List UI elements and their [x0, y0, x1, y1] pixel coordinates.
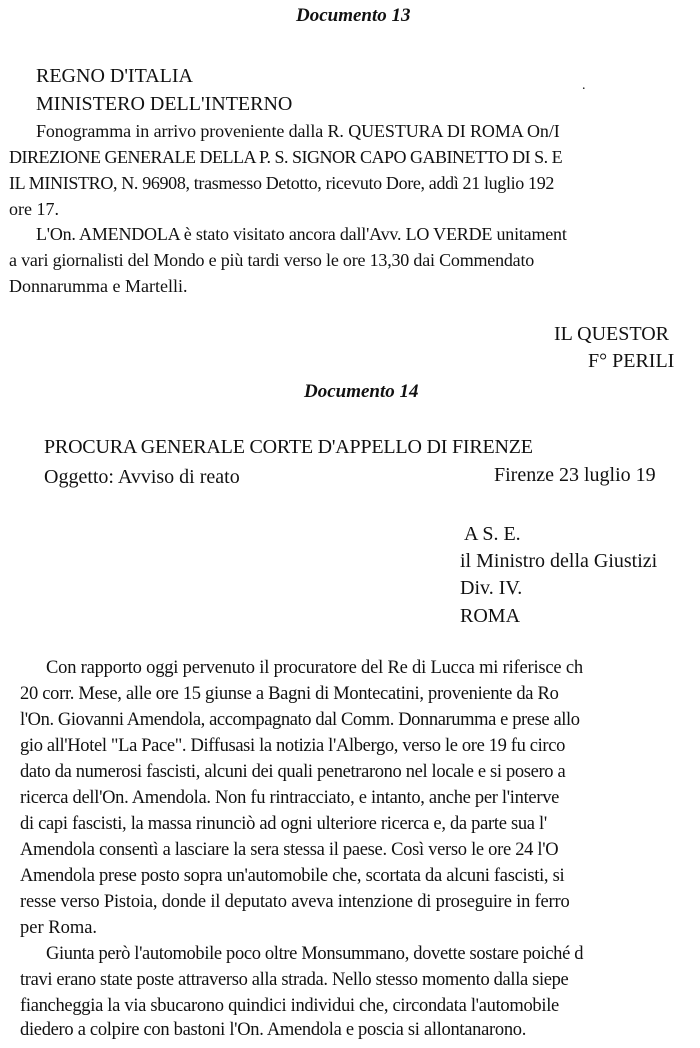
doc13-header-ministry: MINISTERO DELL'INTERNO: [36, 93, 293, 115]
doc13-line: Donnarumma e Martelli.: [9, 276, 188, 296]
doc14-line: Amendola prese posto sopra un'automobile che, scortata da alcuni fascisti, si: [20, 866, 565, 886]
doc14-place-date: Firenze 23 luglio 19: [494, 464, 656, 486]
doc14-line: Amendola consentì a lasciare la sera stessa il paese. Così verso le ore 24 l'O: [20, 840, 559, 860]
doc13-line: ore 17.: [9, 199, 59, 219]
doc14-line: diedero a colpire con bastoni l'On. Amendola e poscia si allontanarono.: [20, 1020, 527, 1040]
doc14-line: l'On. Giovanni Amendola, accompagnato dal Comm. Donnarumma e prese allo: [20, 710, 580, 730]
doc14-line: resse verso Pistoia, donde il deputato aveva intenzione di proseguire in ferro: [20, 892, 570, 912]
document-14-title: Documento 14: [304, 381, 419, 402]
doc13-line: L'On. AMENDOLA è stato visitato ancora dall'Avv. LO VERDE unitament: [36, 224, 567, 244]
doc14-address-line: A S. E.: [464, 523, 521, 545]
doc13-line: DIREZIONE GENERALE DELLA P. S. SIGNOR CAPO GABINETTO DI S. E: [9, 147, 563, 167]
doc14-line: 20 corr. Mese, alle ore 15 giunse a Bagni di Montecatini, proveniente da Ro: [20, 684, 559, 704]
doc14-line: Con rapporto oggi pervenuto il procuratore del Re di Lucca mi riferisce ch: [46, 658, 583, 678]
doc14-address-line: il Ministro della Giustizi: [460, 550, 658, 572]
doc14-line: dato da numerosi fascisti, alcuni dei quali penetrarono nel locale e si posero a: [20, 762, 566, 782]
doc13-line: IL MINISTRO, N. 96908, trasmesso Detotto, ricevuto Dore, addì 21 luglio 192: [9, 173, 555, 193]
doc14-address-line: Div. IV.: [460, 577, 523, 599]
doc14-line: travi erano state poste attraverso alla strada. Nello stesso momento dalla siepe: [20, 970, 569, 990]
doc14-subject: Oggetto: Avviso di reato: [44, 466, 240, 488]
doc13-signature-name: F° PERILI: [588, 350, 675, 372]
doc13-header-kingdom: REGNO D'ITALIA: [36, 65, 193, 87]
doc14-header: PROCURA GENERALE CORTE D'APPELLO DI FIRENZE: [44, 436, 533, 458]
doc14-line: per Roma.: [20, 918, 98, 938]
doc13-line: a vari giornalisti del Mondo e più tardi verso le ore 13,30 dai Commendato: [9, 250, 535, 270]
document-13-title: Documento 13: [296, 5, 411, 26]
doc14-line: di capi fascisti, la massa rinunciò ad ogni ulteriore ricerca e, da parte sua l': [20, 814, 547, 834]
doc14-address-line: ROMA: [460, 605, 521, 627]
doc14-line: fiancheggia la via sbucarono quindici individui che, circondata l'automobile: [20, 996, 559, 1016]
doc14-line: ricerca dell'On. Amendola. Non fu rintracciato, e intanto, anche per l'interve: [20, 788, 560, 808]
doc14-line: Giunta però l'automobile poco oltre Monsummano, dovette sostare poiché d: [46, 944, 584, 964]
margin-mark: .: [582, 78, 586, 93]
doc14-line: gio all'Hotel "La Pace". Diffusasi la notizia l'Albergo, verso le ore 19 fu circo: [20, 736, 565, 756]
doc13-line: Fonogramma in arrivo proveniente dalla R. QUESTURA DI ROMA On/I: [36, 121, 560, 141]
doc13-signature-title: IL QUESTOR: [554, 323, 669, 345]
